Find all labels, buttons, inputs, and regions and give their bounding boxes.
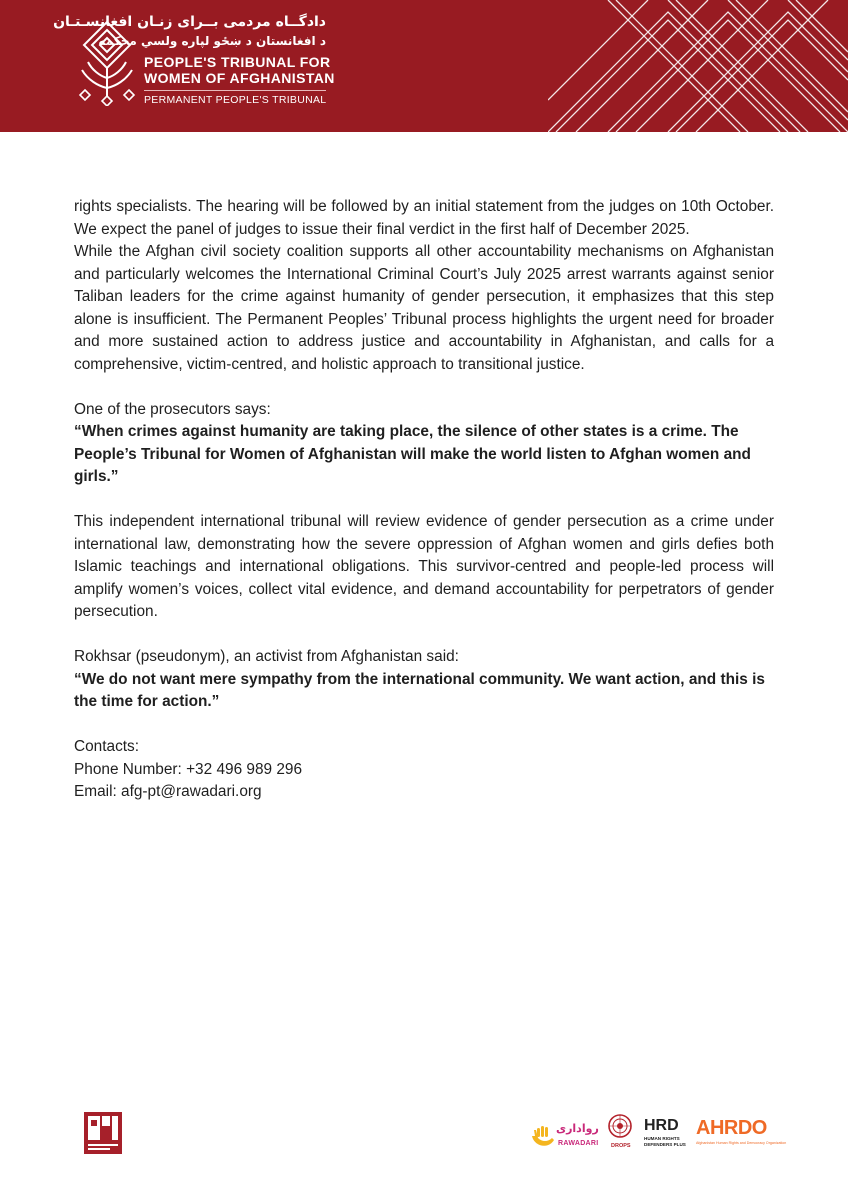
rawadari-farsi-name: رواداری <box>556 1122 599 1135</box>
contacts-heading: Contacts: <box>74 738 140 755</box>
ahrdo-short-name: AHRDO <box>696 1117 767 1139</box>
hrd-plus-logo <box>644 1118 692 1152</box>
activist-quote: “We do not want mere sympathy from the international community. We want action, and this is the time for action.” <box>74 670 765 710</box>
hrd-short-name: HRD <box>644 1117 679 1134</box>
drops-emblem-icon <box>608 1112 632 1144</box>
prosecutor-quote-intro: One of the prosecutors says: <box>74 400 271 418</box>
spacer <box>74 489 774 512</box>
rawadari-logo <box>530 1118 602 1152</box>
ahrdo-full-name: Afghanistan Human Rights and Democracy Organization <box>696 1141 787 1145</box>
hrd-name-line1: HUMAN RIGHTS <box>644 1136 680 1141</box>
prosecutor-quote: “When crimes against humanity are taking place, the silence of other states is a crime. The People’s Tribunal for Women of Afghanistan will make the world listen to Afghan women and girls.” <box>74 423 751 485</box>
rawadari-english-name: RAWADARI <box>558 1140 599 1147</box>
spacer <box>74 376 774 399</box>
english-title-line2: WOMEN OF AFGHANISTAN <box>144 70 335 86</box>
paragraph-hearing-schedule: rights specialists. The hearing will be followed by an initial statement from the judges on 10th October. We expect the panel of judges to issue their final verdict in the first half of December 2025. <box>74 198 774 238</box>
spacer <box>74 624 774 647</box>
rawadari-hand-icon <box>530 1126 556 1150</box>
farsi-title: دادگــاه مردمی بــرای زنـان افغانسـتـان <box>53 14 326 30</box>
contact-phone: Phone Number: +32 496 989 296 <box>74 760 303 778</box>
drops-label: DROPS <box>611 1143 631 1149</box>
ppt-footer-logo <box>84 1112 122 1159</box>
permanent-tribunal-subtitle: PERMANENT PEOPLE'S TRIBUNAL <box>144 94 327 106</box>
ppt-logo-icon <box>84 1112 122 1154</box>
paragraph-accountability: While the Afghan civil society coalition supports all other accountability mechanisms on Afghanistan and particularly welcomes the International Criminal Court’s July 2025 arrest warrants against senior Taliban leaders for the crime against humanity of gender persecution, it emphasizes that this step alone is insufficient. The Permanent Peoples’ Tribunal process highlights the urgent need for broader and more sustained action to address justice and accountability in Afghanistan, and calls for a comprehensive, victim-centred, and holistic approach to transitional justice. <box>74 243 774 373</box>
ahrdo-logo <box>696 1117 787 1152</box>
pashto-title: د افغانستان د ښځو لپاره ولسي محکمه <box>98 34 326 48</box>
tribunal-logo-text <box>53 12 335 106</box>
english-title-line1: PEOPLE'S TRIBUNAL FOR <box>144 54 331 70</box>
activist-quote-intro: Rokhsar (pseudonym), an activist from Afghanistan said: <box>74 648 459 665</box>
partner-logos <box>530 1112 787 1156</box>
diamond-pattern-decoration <box>548 0 848 132</box>
hrd-name-line2: DEFENDERS PLUS <box>644 1142 686 1147</box>
drops-logo <box>608 1112 632 1156</box>
title-divider <box>144 90 326 91</box>
spacer <box>74 714 774 737</box>
contact-email: Email: afg-pt@rawadari.org <box>74 783 262 800</box>
header-banner <box>0 0 848 132</box>
tribunal-logo-icon <box>78 20 136 106</box>
press-release-body <box>74 196 774 804</box>
paragraph-tribunal-purpose: This independent international tribunal will review evidence of gender persecution as a crime under international law, demonstrating how the severe oppression of Afghan women and girls defies both Islamic teachings and international obligations. This survivor-centred and people-led process will amplify women’s voices, collect vital evidence, and demand accountability for perpetrators of gender persecution. <box>74 513 774 620</box>
